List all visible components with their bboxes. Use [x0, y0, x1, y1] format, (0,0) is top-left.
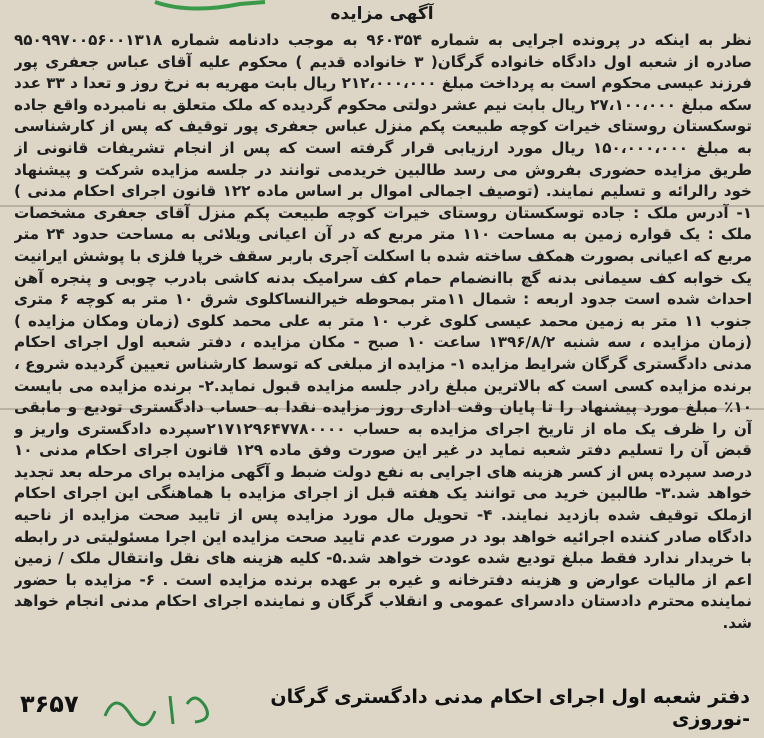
- notice-footer-signature: دفتر شعبه اول اجرای احکام مدنی دادگستری گرگان -نوروزی: [270, 686, 750, 730]
- notice-code: ۳۶۵۷: [20, 690, 79, 718]
- notice-body: نظر به اینکه در پرونده اجرایی به شماره ۹۶۰۳۵۴ به موجب دادنامه شماره ۹۵۰۹۹۷۰۰۵۶۰۰۱۳۱۸ صادره از شعبه اول دادگاه خانواده گرگان( ۳ خانواده قدیم ) محکوم علیه آقای عباس جعفری پور فرزند عیسی محکوم است به پرداخت مبلغ ۲۱۲،۰۰۰،۰۰۰ ریال بابت مهریه به نرخ روز و تعدا د ۳۳ عدد سکه مبلغ ۲۷،۱۰۰،۰۰۰ ریال بابت نیم عشر دولتی محکوم گردیده که ملک متعلق به نامبرده واقع جاده توسکستان روستای خیرات کوچه طبیعت پکم منزل عباس جعفری پور توقیف که پس از کارشناسی به مبلغ ۱۵۰،۰۰۰،۰۰۰ ریال مورد ارزیابی قرار گرفته است که پس از انجام تشریفات قانونی از طریق مزایده حضوری بفروش می رسد طالبین خریدمی توانند در جلسه مزایده شرکت و پیشنهاد خود رالرائه و تسلیم نمایند. (توصیف اجمالی اموال بر اساس ماده ۱۲۲ قانون اجرای احکام مدنی ) ۱- آدرس ملک : جاده توسکستان روستای خیرات کوچه طبیعت پکم منزل آقای جعفری مشخصات ملک : یک قواره زمین به مساحت ۱۱۰ متر مربع که در آن اعیانی ویلائی به مساحت حدود ۲۴ متر مربع که اعیانی بصورت همکف ساخته شده با اسکلت آجری باربر سقف خرپا فلزی با پوشش ایرانیت یک خوابه کف سیمانی بدنه گچ باانضمام حمام کف سرامیک بدنه کاشی بادرب چوبی و پنجره آهن احداث شده است جدود اربعه : شمال ۱۱متر بمحوطه خیرالنساکلوی شرق ۱۰ متر به کوچه ۶ متری جنوب ۱۱ متر به زمین محمد عیسی کلوی غرب ۱۰ متر به علی محمد کلوی (زمان ومکان مزایده ) (زمان مزایده ، سه شنبه ۱۳۹۶/۸/۲ ساعت ۱۰ صبح - مکان مزایده ، دفتر شعبه اول اجرای احکام مدنی دادگستری گرگان شرایط مزایده ۱- مزایده از مبلغی که توسط کارشناس تعیین گردیده شروع ، برنده مزایده کسی است که بالاترین مبلغ رادر جلسه مزایده قبول نماید.۲- برنده مزایده می بایست ۱۰٪ مبلغ مورد پیشنهاد را تا پایان وقت اداری روز مزایده نقدا به حساب دادگستری تودیع و مابقی آن را ظرف یک ماه از تاریخ اجرای مزایده به حساب ۲۱۷۱۲۹۶۴۷۷۸۰۰۰۰سپرده دادگستری واریز و قبض آن را تسلیم دفتر شعبه نماید در غیر این صورت وفق ماده ۱۲۹ قانون اجرای احکام مدنی ۱۰ درصد سپرده پس از کسر هزینه های اجرایی به نفع دولت ضبط و آگهی مزایده برای مرحله بعد تجدید خواهد شد.۳- طالبین خرید می توانند یک هفته قبل از اجرای مزایده با هماهنگی این اجرای احکام ازملک توقیف شده بازدید نمایند. ۴- تحویل مال مورد مزایده پس از تایید صحت مزایده از ناحیه دادگاه صادر کننده اجرائیه خواهد بود در صورت عدم تایید صحت مزایده این اجرا مسئولیتی در رابطه با خریدار ندارد فقط مبلغ تودیع شده عودت خواهد شد.۵- کلیه هزینه های نقل وانتقال ملک / زمین اعم از مالیات عوارض و هزینه دفترخانه و غیره بر عهده برنده مزایده است . ۶- مزایده با حضور نماینده محترم دادستان دادسرای عمومی و انقلاب گرگان و نماینده اجرای احکام مدنی انجام خواهد شد.: [14, 31, 752, 633]
- notice-title: آگهی مزایده: [330, 4, 434, 24]
